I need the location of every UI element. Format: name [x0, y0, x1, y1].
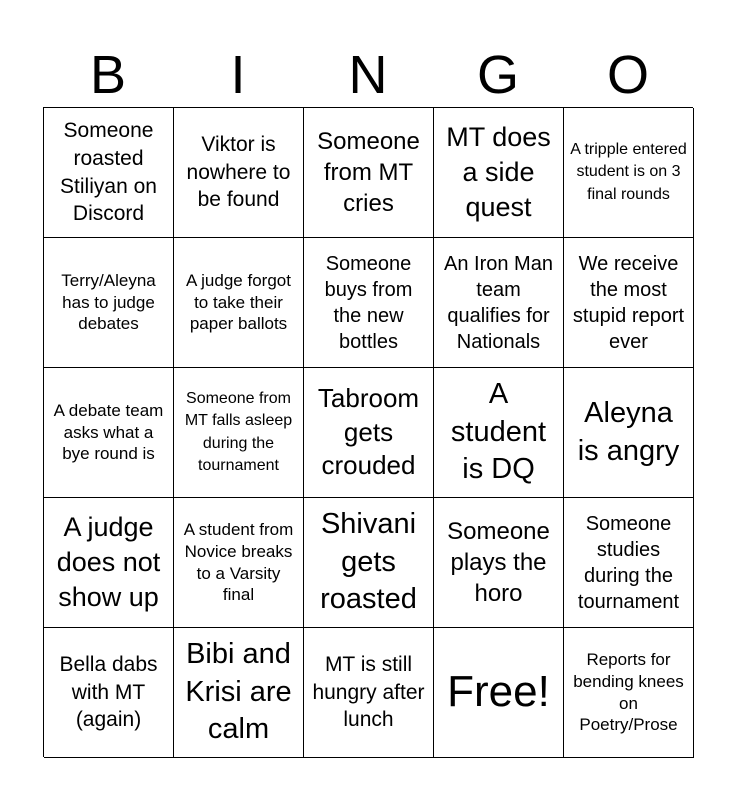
bingo-cell[interactable]: MT does a side quest: [434, 108, 564, 238]
header-letter-b: B: [89, 45, 127, 105]
bingo-cell[interactable]: We receive the most stupid report ever: [564, 238, 694, 368]
bingo-cell[interactable]: A debate team asks what a bye round is: [44, 368, 174, 498]
bingo-cell[interactable]: An Iron Man team qualifies for Nationals: [434, 238, 564, 368]
bingo-cell[interactable]: A tripple entered student is on 3 final rounds: [564, 108, 694, 238]
bingo-header: [43, 42, 693, 108]
bingo-cell[interactable]: Aleyna is angry: [564, 368, 694, 498]
bingo-cell[interactable]: Someone studies during the tournament: [564, 498, 694, 628]
bingo-cell[interactable]: Tabroom gets crouded: [304, 368, 434, 498]
bingo-cell[interactable]: Someone from MT falls asleep during the tournament: [174, 368, 304, 498]
bingo-cell[interactable]: Someone from MT cries: [304, 108, 434, 238]
bingo-cell[interactable]: Reports for bending knees on Poetry/Prose: [564, 628, 694, 758]
bingo-cell[interactable]: A judge does not show up: [44, 498, 174, 628]
bingo-cell[interactable]: A student from Novice breaks to a Varsity final: [174, 498, 304, 628]
bingo-cell[interactable]: MT is still hungry after lunch: [304, 628, 434, 758]
bingo-cell[interactable]: A judge forgot to take their paper ballots: [174, 238, 304, 368]
bingo-cell[interactable]: Bibi and Krisi are calm: [174, 628, 304, 758]
free-space-cell[interactable]: Free!: [434, 628, 564, 758]
header-letter-g: G: [476, 45, 519, 105]
bingo-cell[interactable]: Someone buys from the new bottles: [304, 238, 434, 368]
bingo-board: [43, 107, 693, 757]
bingo-cell[interactable]: Someone roasted Stiliyan on Discord: [44, 108, 174, 238]
bingo-cell[interactable]: Viktor is nowhere to be found: [174, 108, 304, 238]
bingo-cell[interactable]: A student is DQ: [434, 368, 564, 498]
header-letter-o: O: [606, 45, 649, 105]
bingo-cell[interactable]: Shivani gets roasted: [304, 498, 434, 628]
bingo-cell[interactable]: Someone plays the horo: [434, 498, 564, 628]
bingo-cell[interactable]: Terry/Aleyna has to judge debates: [44, 238, 174, 368]
header-letter-n: N: [348, 45, 388, 105]
header-letter-i: I: [230, 45, 246, 105]
bingo-cell[interactable]: Bella dabs with MT (again): [44, 628, 174, 758]
